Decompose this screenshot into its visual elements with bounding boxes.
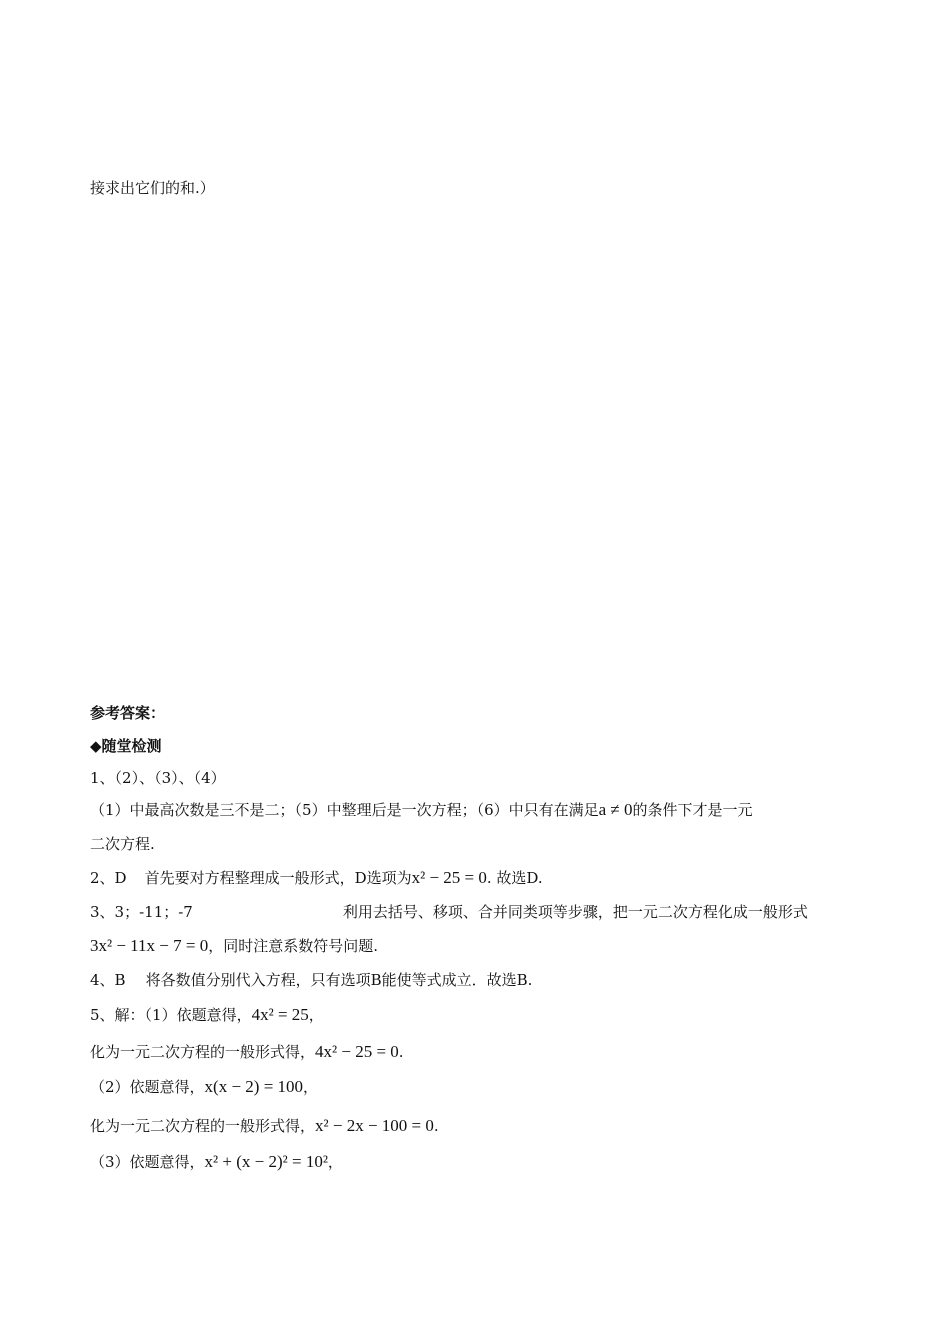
answers-heading: 参考答案：: [90, 704, 166, 722]
q5-part2: （2）依题意得，x(x − 2) = 100，: [90, 1077, 319, 1096]
q1-answer: 1、（2）、（3）、（4）: [90, 769, 226, 787]
q5-eq2-general: x² − 2x − 100 = 0: [315, 1116, 434, 1135]
section-heading: ◆随堂检测: [90, 737, 162, 755]
q1-condition: a ≠ 0: [598, 800, 633, 819]
q1-explanation: （1）中最高次数是三不是二；（5）中整理后是一次方程；（6）中只有在满足a ≠ 0的条件下才是一元: [90, 800, 753, 819]
q5-part1-general: 化为一元二次方程的一般形式得，4x² − 25 = 0.: [90, 1042, 404, 1061]
q5-part2-general: 化为一元二次方程的一般形式得，x² − 2x − 100 = 0.: [90, 1116, 439, 1135]
q5-eq3: x² + (x − 2)² = 10²: [204, 1152, 328, 1171]
q3-line: 3、3；-11；-7 利用去括号、移项、合并同类项等步骤，把一元二次方程化成一般形式: [90, 903, 808, 921]
q3-answer: 3、3；-11；-7: [90, 903, 193, 921]
q1-explanation-cont: 二次方程.: [90, 835, 155, 853]
q3-line-cont: 3x² − 11x − 7 = 0，同时注意系数符号问题.: [90, 936, 379, 955]
q4-answer: 4、B: [90, 971, 126, 989]
q5-eq2: x(x − 2) = 100: [204, 1077, 304, 1096]
q2-line: 2、D 首先要对方程整理成一般形式，D选项为x² − 25 = 0. 故选D.: [90, 868, 543, 887]
q4-line: 4、B 将各数值分别代入方程，只有选项B能使等式成立．故选B.: [90, 971, 533, 989]
q5-eq1: 4x² = 25: [251, 1005, 309, 1024]
q5-part3: （3）依题意得，x² + (x − 2)² = 10²，: [90, 1152, 343, 1171]
q2-answer: 2、D: [90, 869, 127, 887]
q3-equation: 3x² − 11x − 7 = 0: [90, 936, 209, 955]
q5-part1: 5、解：（1）依题意得，4x² = 25，: [90, 1005, 324, 1024]
continued-text: 接求出它们的和.）: [90, 179, 215, 197]
q5-eq1-general: 4x² − 25 = 0: [315, 1042, 399, 1061]
q2-equation: x² − 25 = 0: [411, 868, 487, 887]
